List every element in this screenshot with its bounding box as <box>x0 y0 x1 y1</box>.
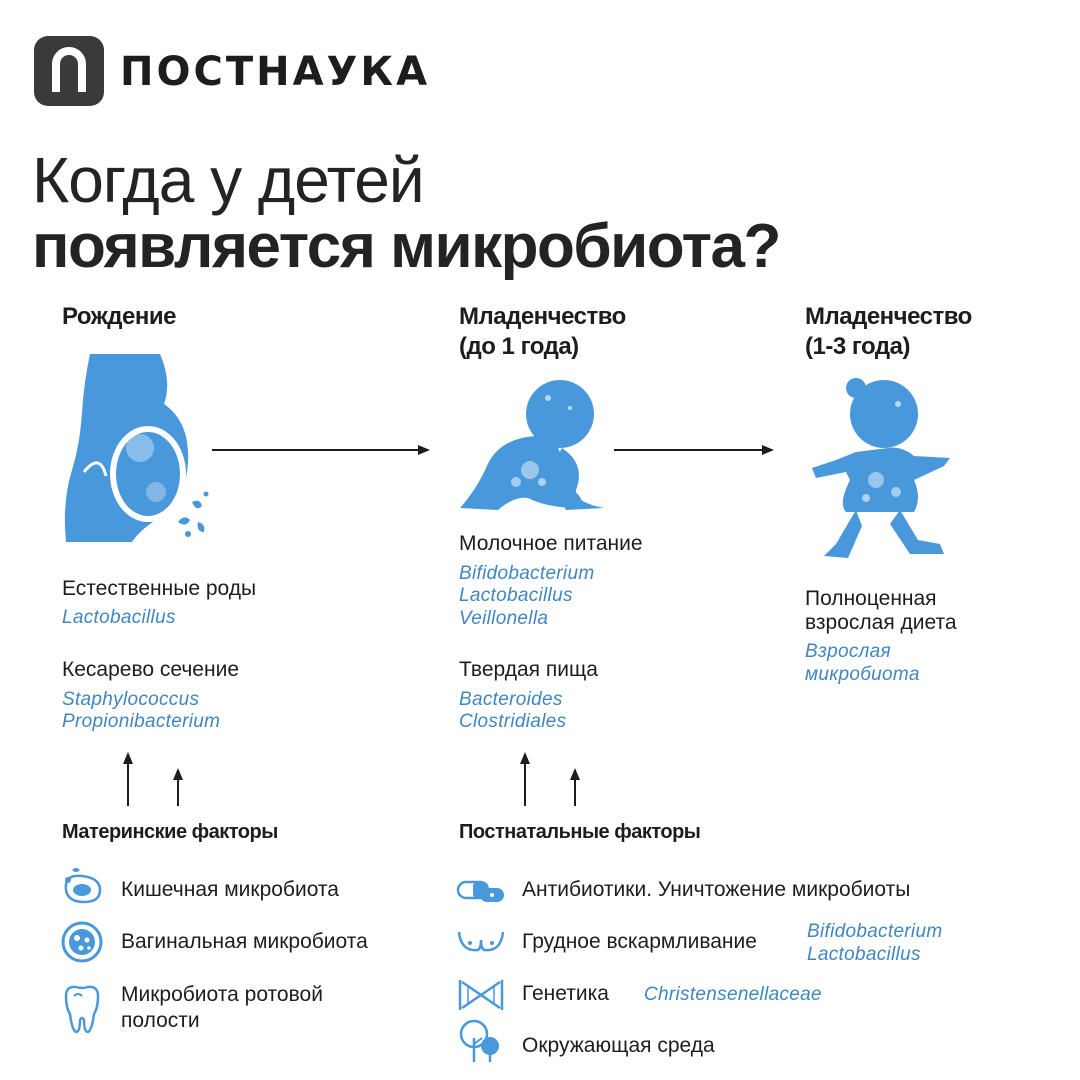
postnatal-factors-heading: Постнатальные факторы <box>459 821 701 843</box>
genetics-bacteria: Christensenellaceae <box>644 984 822 1005</box>
arrow-up-icon <box>170 768 186 806</box>
milk-bacteria-1: Bifidobacterium <box>459 563 595 584</box>
breastfeeding-icon <box>456 926 506 956</box>
oral-microbiota-label-line2: полости <box>121 1009 200 1032</box>
arrow-up-icon <box>517 752 533 806</box>
genetics-label: Генетика <box>522 982 609 1005</box>
logo-mark-icon <box>34 36 104 106</box>
milk-bacteria-3: Veillonella <box>459 608 549 629</box>
breastfeeding-bacteria-2: Lactobacillus <box>807 944 921 965</box>
page-title-line1: Когда у детей <box>32 144 424 216</box>
stage-infancy-title-line1: Младенчество <box>459 303 626 330</box>
gut-microbiota-label: Кишечная микробиота <box>121 878 339 901</box>
dna-icon <box>456 978 506 1012</box>
milk-bacteria-2: Lactobacillus <box>459 585 573 606</box>
logo-text: ПОСТНАУКА <box>120 49 431 95</box>
vaginal-microbiota-label: Вагинальная микробиота <box>121 930 368 953</box>
solid-food-label: Твердая пища <box>459 658 598 681</box>
walking-toddler-icon <box>806 376 956 560</box>
oral-microbiota-label <box>121 982 323 1034</box>
stage-toddler-title-line2: (1-3 года) <box>805 333 910 360</box>
arrow-up-icon <box>567 768 583 806</box>
natural-birth-label: Естественные роды <box>62 577 257 600</box>
cesarean-bacteria-2: Propionibacterium <box>62 711 221 732</box>
milk-feeding-label: Молочное питание <box>459 532 643 555</box>
oral-microbiota-label-line1: Микробиота ротовой <box>121 983 323 1006</box>
adult-microbiota-line1: Взрослая <box>805 641 891 662</box>
breastfeeding-label: Грудное вскармливание <box>522 930 757 953</box>
adult-diet-label-line2: взрослая диета <box>805 611 957 634</box>
stage-infancy-title-line2: (до 1 года) <box>459 333 579 360</box>
pills-icon <box>456 874 506 908</box>
stage-birth-title: Рождение <box>62 303 176 330</box>
maternal-factors-heading: Материнские факторы <box>62 821 278 843</box>
antibiotics-label: Антибиотики. Уничтожение микробиоты <box>522 878 911 901</box>
tooth-icon <box>60 984 104 1034</box>
cesarean-bacteria-1: Staphylococcus <box>62 689 200 710</box>
arrow-right-icon <box>212 443 432 457</box>
natural-birth-bacteria: Lactobacillus <box>62 607 176 628</box>
page-title-line2: появляется микробиота? <box>32 212 780 281</box>
arrow-right-icon <box>614 443 776 457</box>
stage-toddler-title-line1: Младенчество <box>805 303 972 330</box>
breastfeeding-bacteria-1: Bifidobacterium <box>807 921 943 942</box>
solid-bacteria-2: Clostridiales <box>459 711 567 732</box>
tree-icon <box>458 1018 504 1064</box>
environment-label: Окружающая среда <box>522 1034 715 1057</box>
stage-toddler-title <box>805 302 972 362</box>
crawling-baby-icon <box>458 378 608 512</box>
arrow-up-icon <box>120 752 136 806</box>
pregnant-woman-icon <box>60 352 220 544</box>
solid-bacteria-1: Bacteroides <box>459 689 563 710</box>
petri-dish-icon <box>60 920 104 964</box>
adult-microbiota-line2: микробиота <box>805 664 920 685</box>
cesarean-label: Кесарево сечение <box>62 658 239 681</box>
adult-diet-label-line1: Полноценная <box>805 587 937 610</box>
gut-bacteria-icon <box>60 866 104 906</box>
stage-infancy-title <box>459 302 626 362</box>
